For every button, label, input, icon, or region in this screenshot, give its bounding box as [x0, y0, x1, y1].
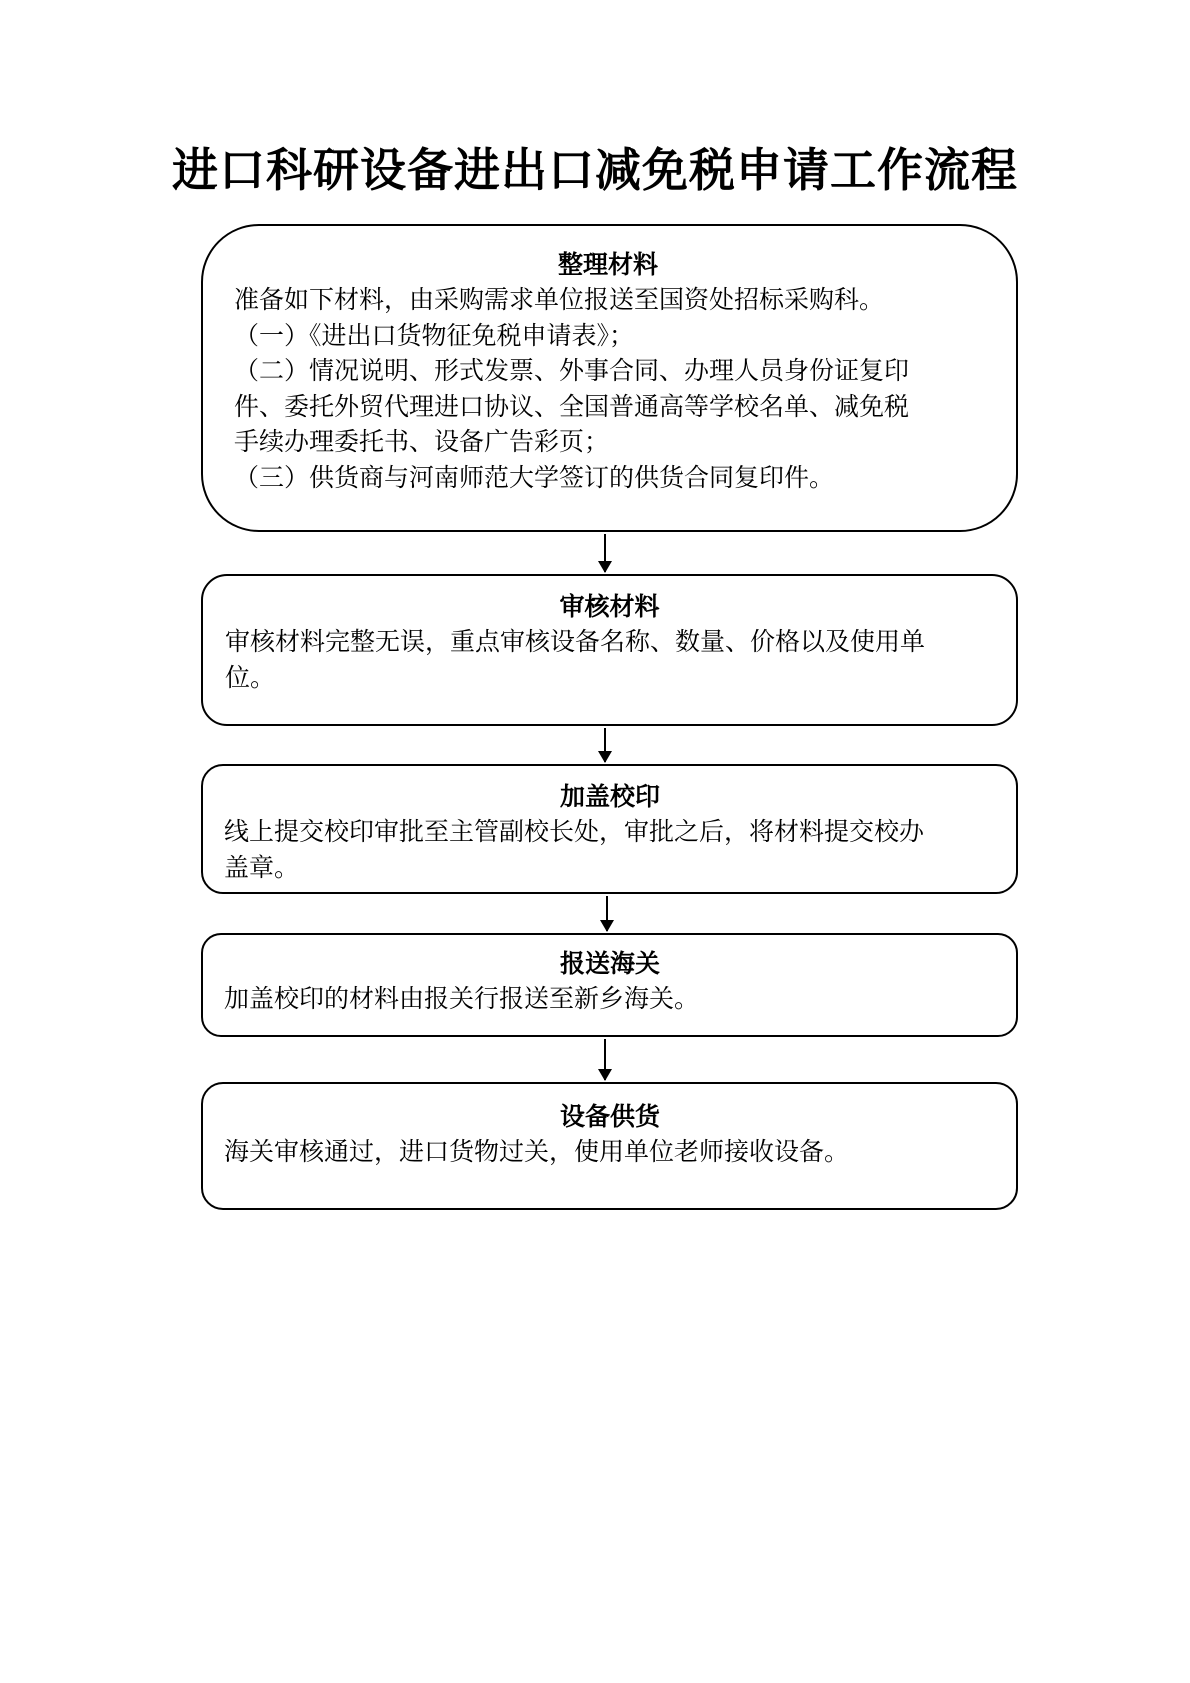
step-heading: 整理材料	[557, 250, 658, 279]
step-text-line: （三）供货商与河南师范大学签订的供货合同复印件。	[234, 462, 835, 492]
step-text-line: 盖章。	[224, 852, 300, 882]
step-text-line: 审核材料完整无误，重点审核设备名称、数量、价格以及使用单	[225, 627, 926, 656]
step-text-line: 海关审核通过，进口货物过关，使用单位老师接收设备。	[224, 1137, 850, 1166]
flow-arrow-down	[604, 1039, 606, 1080]
step-box-school-seal	[201, 764, 1018, 894]
step-box-equipment-delivery	[201, 1082, 1018, 1210]
step-text-line: 位。	[225, 662, 276, 692]
step-text-line: 件、委托外贸代理进口协议、全国普通高等学校名单、减免税	[234, 391, 910, 421]
step-text-line: 手续办理委托书、设备广告彩页；	[234, 427, 610, 456]
page-title: 进口科研设备进出口减免税申请工作流程	[172, 143, 1018, 197]
step-heading: 设备供货	[559, 1102, 660, 1131]
step-text-line: 加盖校印的材料由报关行报送至新乡海关。	[224, 984, 700, 1013]
step-heading: 加盖校印	[559, 782, 660, 811]
flow-arrow-down	[606, 896, 608, 931]
step-box-submit-customs	[201, 933, 1018, 1037]
step-text-line: （一）《进出口货物征免税申请表》；	[234, 320, 635, 350]
flow-arrow-down	[604, 728, 606, 762]
step-text-line: 线上提交校印审批至主管副校长处，审批之后，将材料提交校办	[224, 817, 925, 846]
flow-arrow-down	[604, 534, 606, 572]
step-heading: 报送海关	[559, 949, 660, 978]
step-box-review-materials	[201, 574, 1018, 726]
step-text-line: 准备如下材料，由采购需求单位报送至国资处招标采购科。	[234, 285, 885, 314]
step-box-organize-materials	[201, 224, 1018, 532]
step-heading: 审核材料	[559, 592, 660, 621]
step-text-line: （二）情况说明、形式发票、外事合同、办理人员身份证复印	[234, 356, 910, 385]
